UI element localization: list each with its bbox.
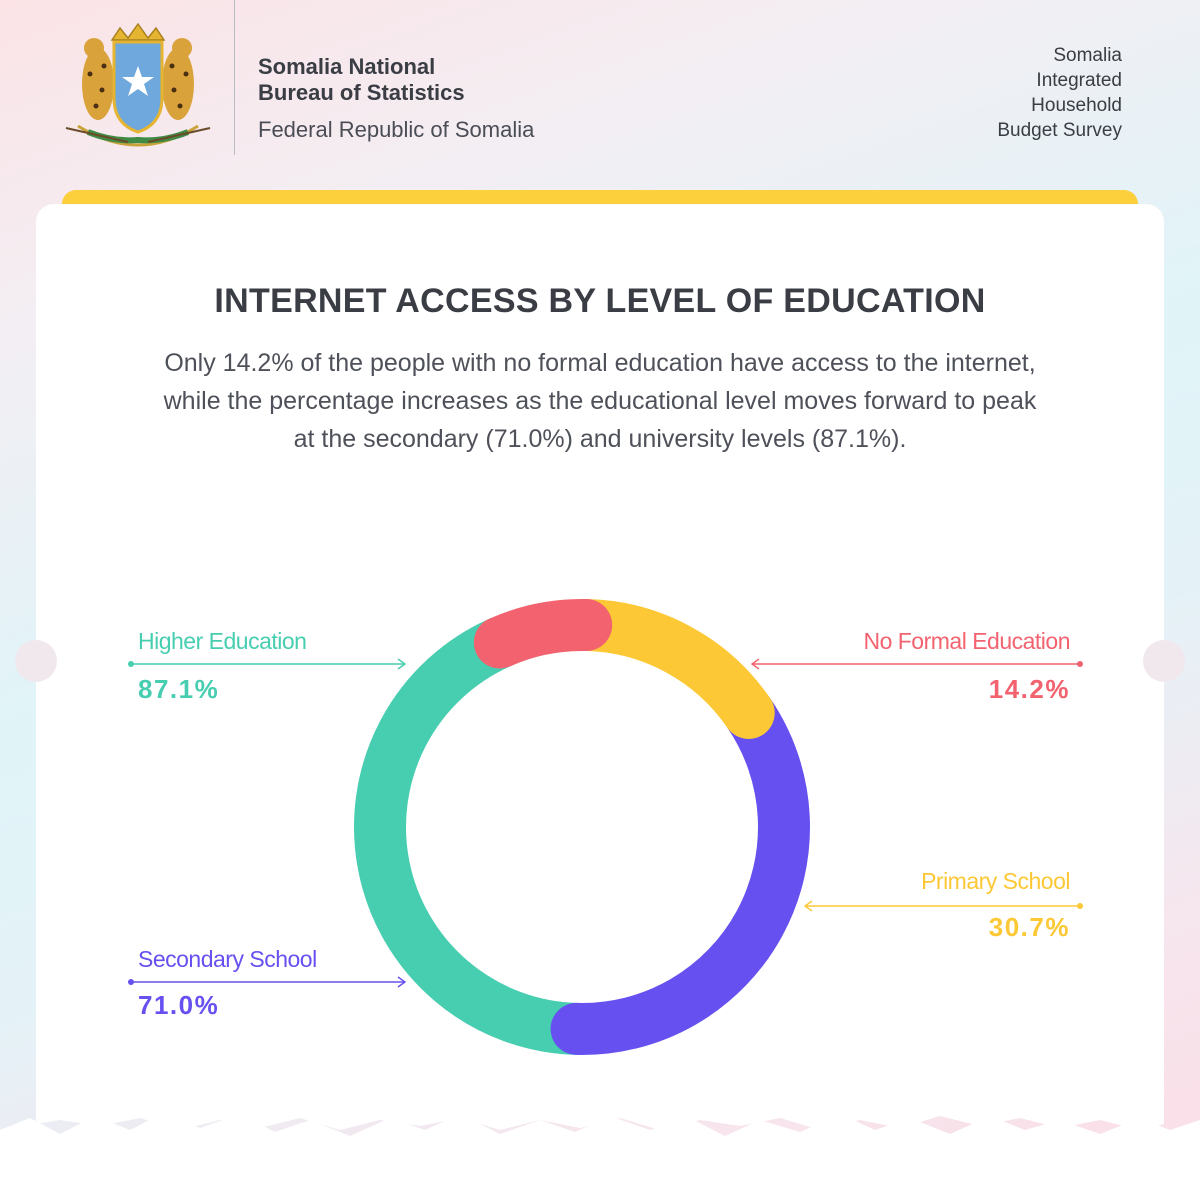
donut-segment-secondary-school [577,713,784,1029]
data-label-secondary-school: 71.0% [138,990,220,1020]
survey-line: Somalia [1053,45,1122,66]
survey-line: Household [1031,95,1122,116]
survey-line: Budget Survey [997,120,1122,141]
data-label-higher-education: 87.1% [138,674,220,704]
donut-segment-primary-school [586,625,749,713]
survey-line: Integrated [1036,70,1122,91]
leader-arrow-primary-school [805,901,1083,911]
leader-arrow-higher-education [128,659,405,669]
org-subtitle: Federal Republic of Somalia [258,117,535,142]
org-name-line1: Somalia National [258,54,436,79]
chart-title: INTERNET ACCESS BY LEVEL OF EDUCATION [214,282,986,320]
legend-label-secondary-school: Secondary School [138,946,317,972]
data-label-primary-school: 30.7% [988,912,1070,942]
donut-segment-higher-education [380,642,577,1028]
legend-label-no-formal-education: No Formal Education [863,628,1070,654]
legend-label-primary-school: Primary School [921,868,1070,894]
data-label-no-formal-education: 14.2% [988,674,1070,704]
legend-label-higher-education: Higher Education [138,628,307,654]
leader-arrow-secondary-school [128,977,405,987]
donut-segment-no-formal-education [500,625,586,642]
org-name-line2: Bureau of Statistics [258,80,465,105]
leader-arrow-no-formal-education [752,659,1083,669]
chart-description: Only 14.2% of the people with no formal education have access to the internet, while the percentage increases as the educational level moves forward to peak at the secondary (71.0%) and university levels (87.1%). [163,349,1037,453]
